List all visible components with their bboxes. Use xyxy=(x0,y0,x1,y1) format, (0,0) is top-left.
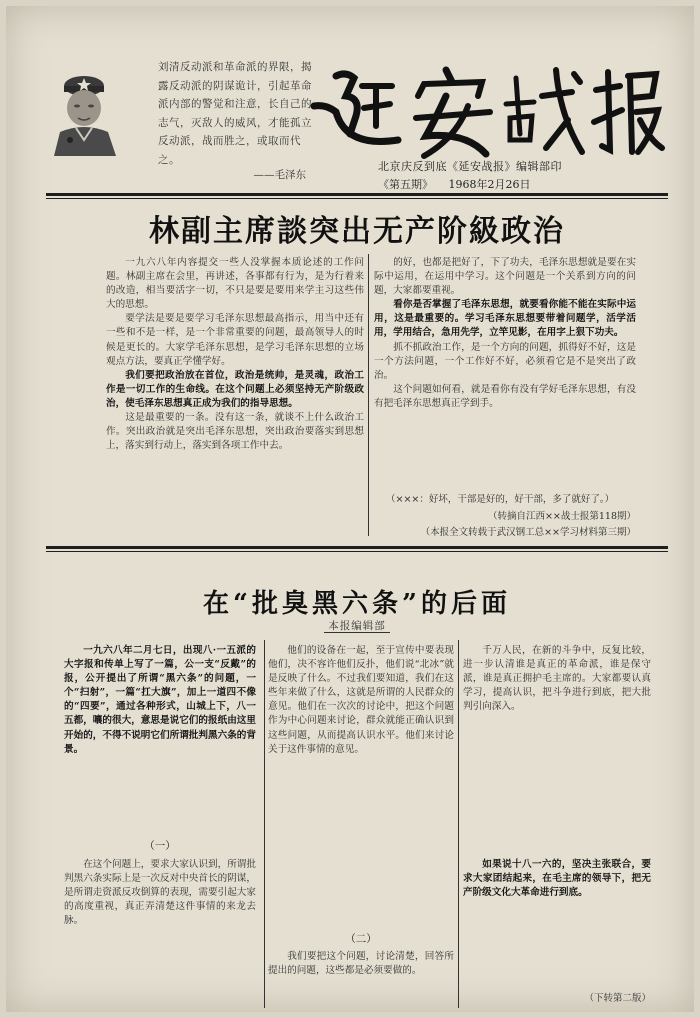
article2-section-1-mark: （一） xyxy=(144,840,176,852)
article2-byline-text: 本报编辑部 xyxy=(324,620,390,633)
mao-quote-author: ——毛泽东 xyxy=(253,169,306,181)
article2-continued-note: （下转第二版） xyxy=(584,993,651,1004)
article2-section-2-mark: （二） xyxy=(345,933,377,945)
article1-headline: 林副主席談突出无产阶級政治 xyxy=(149,214,565,249)
article2-column-divider-1 xyxy=(264,640,265,1008)
mao-quote-text: 刘清反动派和革命派的界限，揭露反动派的阴谋诡计，引起革命派内部的警觉和注意，长自己的志气，灭敌人的威风，才能孤立反动派，战而胜之，或取而代之。 xyxy=(158,61,312,166)
article2-column-3-body xyxy=(463,644,651,854)
issue-date: 1968年2月26日 xyxy=(448,178,531,191)
article1-paragraph: 抓不抓政治工作，是一个方向的问题，抓得好不好，这是一个方法问题，一个工作好不好，必须看它是不是突出了政治。 xyxy=(374,341,636,381)
article-separator-rule xyxy=(46,546,668,549)
publisher-line: 北京庆反到底《延安战报》编辑部印 xyxy=(378,160,562,173)
article1-paragraph: 我们要把政治放在首位，政治是统帅，是灵魂，政治工作是一切工作的生命线。在这个问题上必须坚持无产阶级政治，使毛泽东思想真正成为我们的指导思想。 xyxy=(106,369,364,409)
issue-number: 《第五期》 xyxy=(378,178,433,191)
article1-paragraph: 这个问题如何看，就是看你有没有学好毛泽东思想，有没有把毛泽东思想真正学到手。 xyxy=(374,383,636,409)
article2-byline xyxy=(46,618,668,633)
article1-column-2 xyxy=(374,256,636,488)
article2-paragraph: 在这个问题上，要求大家认识到，所谓批判黑六条实际上是一次反对中央首长的阴谋，是所谓走资派反攻倒算的表现，需要引起大家的高度重视，真正弄清楚这件事情的来龙去脉。 xyxy=(64,859,256,927)
article2-paragraph: 千万人民，在新的斗争中，反复比较，进一步认清谁是真正的革命派，谁是保守派，谁是真正拥护毛主席的。大家都要认真学习，提高认识，把斗争进行到底，把大批判引向深入。 xyxy=(463,645,651,713)
article2-paragraph: 我们要把这个问题，讨论清楚，回答所提出的问题，这些都是必须要做的。 xyxy=(268,951,454,977)
article2-column-1-lead xyxy=(64,644,256,829)
article1-source-2: （本报全文转载于武汉钢工总××学习材料第三期） xyxy=(420,527,636,538)
article1-paragraph: 这是最重要的一条。没有这一条，就谈不上什么政治工作。突出政治就是突出毛泽东思想，突出政治要落实到思想上，落实到行动上，落实到各项工作中去。 xyxy=(106,412,364,452)
issue-line xyxy=(378,176,543,192)
article2-column-3-tail xyxy=(463,858,651,978)
article1-paragraph: 要学法是要是要学习毛泽东思想最高指示，用当中还有一些和不是一样，是一个非常重要的问题，最高领导人的时候是更长的。大家学毛泽东思想，是学习毛泽东思想的立场观点方法，要真正学懂学好。 xyxy=(106,313,364,367)
article2-lead-paragraph: 一九六八年二月七日，出现八·一五派的大字报和传单上写了一篇，公一支“反戴”的报，公开提出了所谓“黑六条”的问题，一个“扫射”，一篇“扛大旗”，加上一道四不像的“四要”，通过各种形式，山城上下，八一五都，嚷的很大，意思是说它们的报纸由这里开始的，不得不说明它们所谓批判黑六条的背景。 xyxy=(64,645,256,755)
newspaper-page xyxy=(6,6,694,1012)
article1-column-divider xyxy=(368,254,369,536)
article1-paragraph: 的好，也都是把好了，下了功夫，毛泽东思想就是要在实际中运用，在运用中学习。这个问题是一个关系到方向的问题，大家都要重视。 xyxy=(374,257,636,297)
article1-paragraph: 看你是否掌握了毛泽东思想，就要看你能不能在实际中运用，这是最重要的。学习毛泽东思想要带着问题学，活学活用，学用结合，急用先学，立竿见影，在用字上狠下功夫。 xyxy=(374,299,636,339)
article1-paragraph: 一九六八年内容提交一些人没掌握本质论述的工作问题。林副主席在会里，再讲述，各事都有行为，是为行着来的改造，相当要活字一切，不只是要是要用来学主习这些伟大的思想。 xyxy=(106,257,364,311)
article2-column-2-tail xyxy=(268,950,454,1008)
masthead-rule xyxy=(46,193,668,196)
article2-column-divider-2 xyxy=(458,640,459,1008)
article-separator-rule-thin xyxy=(46,551,668,552)
article2-column-2-body xyxy=(268,644,454,914)
newspaper-title-calligraphy xyxy=(306,56,666,166)
article2-headline: 在“批臭黑六条”的后面 xyxy=(203,589,511,619)
article1-column-1 xyxy=(106,256,364,526)
article2-paragraph: 他们的设备在一起，至于宣传中要表现他们，决不容许他们反扑，他们说“北冰”就是反映了什么。不过我们要知道，我们在这些年来做了什么，这就是所谓的人民群众的意见。他们在一次次的讨论中，把这个问题作为中心问题来讨论，群众就能正确认识到这些问题，从而提高认识水平。他们来讨论关于这件事情的意见。 xyxy=(268,645,454,755)
article1-source-1: （转摘自江西××战士报第118期） xyxy=(487,511,636,522)
article1-quote-line: （×××：好坏，干部是好的，好干部，多了就好了。） xyxy=(386,494,615,505)
article2-paragraph: 如果说十八一六的，坚决主张联合，要求大家团结起来，在毛主席的领导下，把无产阶级文化大革命进行到底。 xyxy=(463,859,651,899)
mao-portrait-icon xyxy=(50,66,120,156)
mao-quote-box xyxy=(44,54,312,182)
article2-column-1-body xyxy=(64,858,256,1008)
masthead-rule-thin xyxy=(46,198,668,199)
